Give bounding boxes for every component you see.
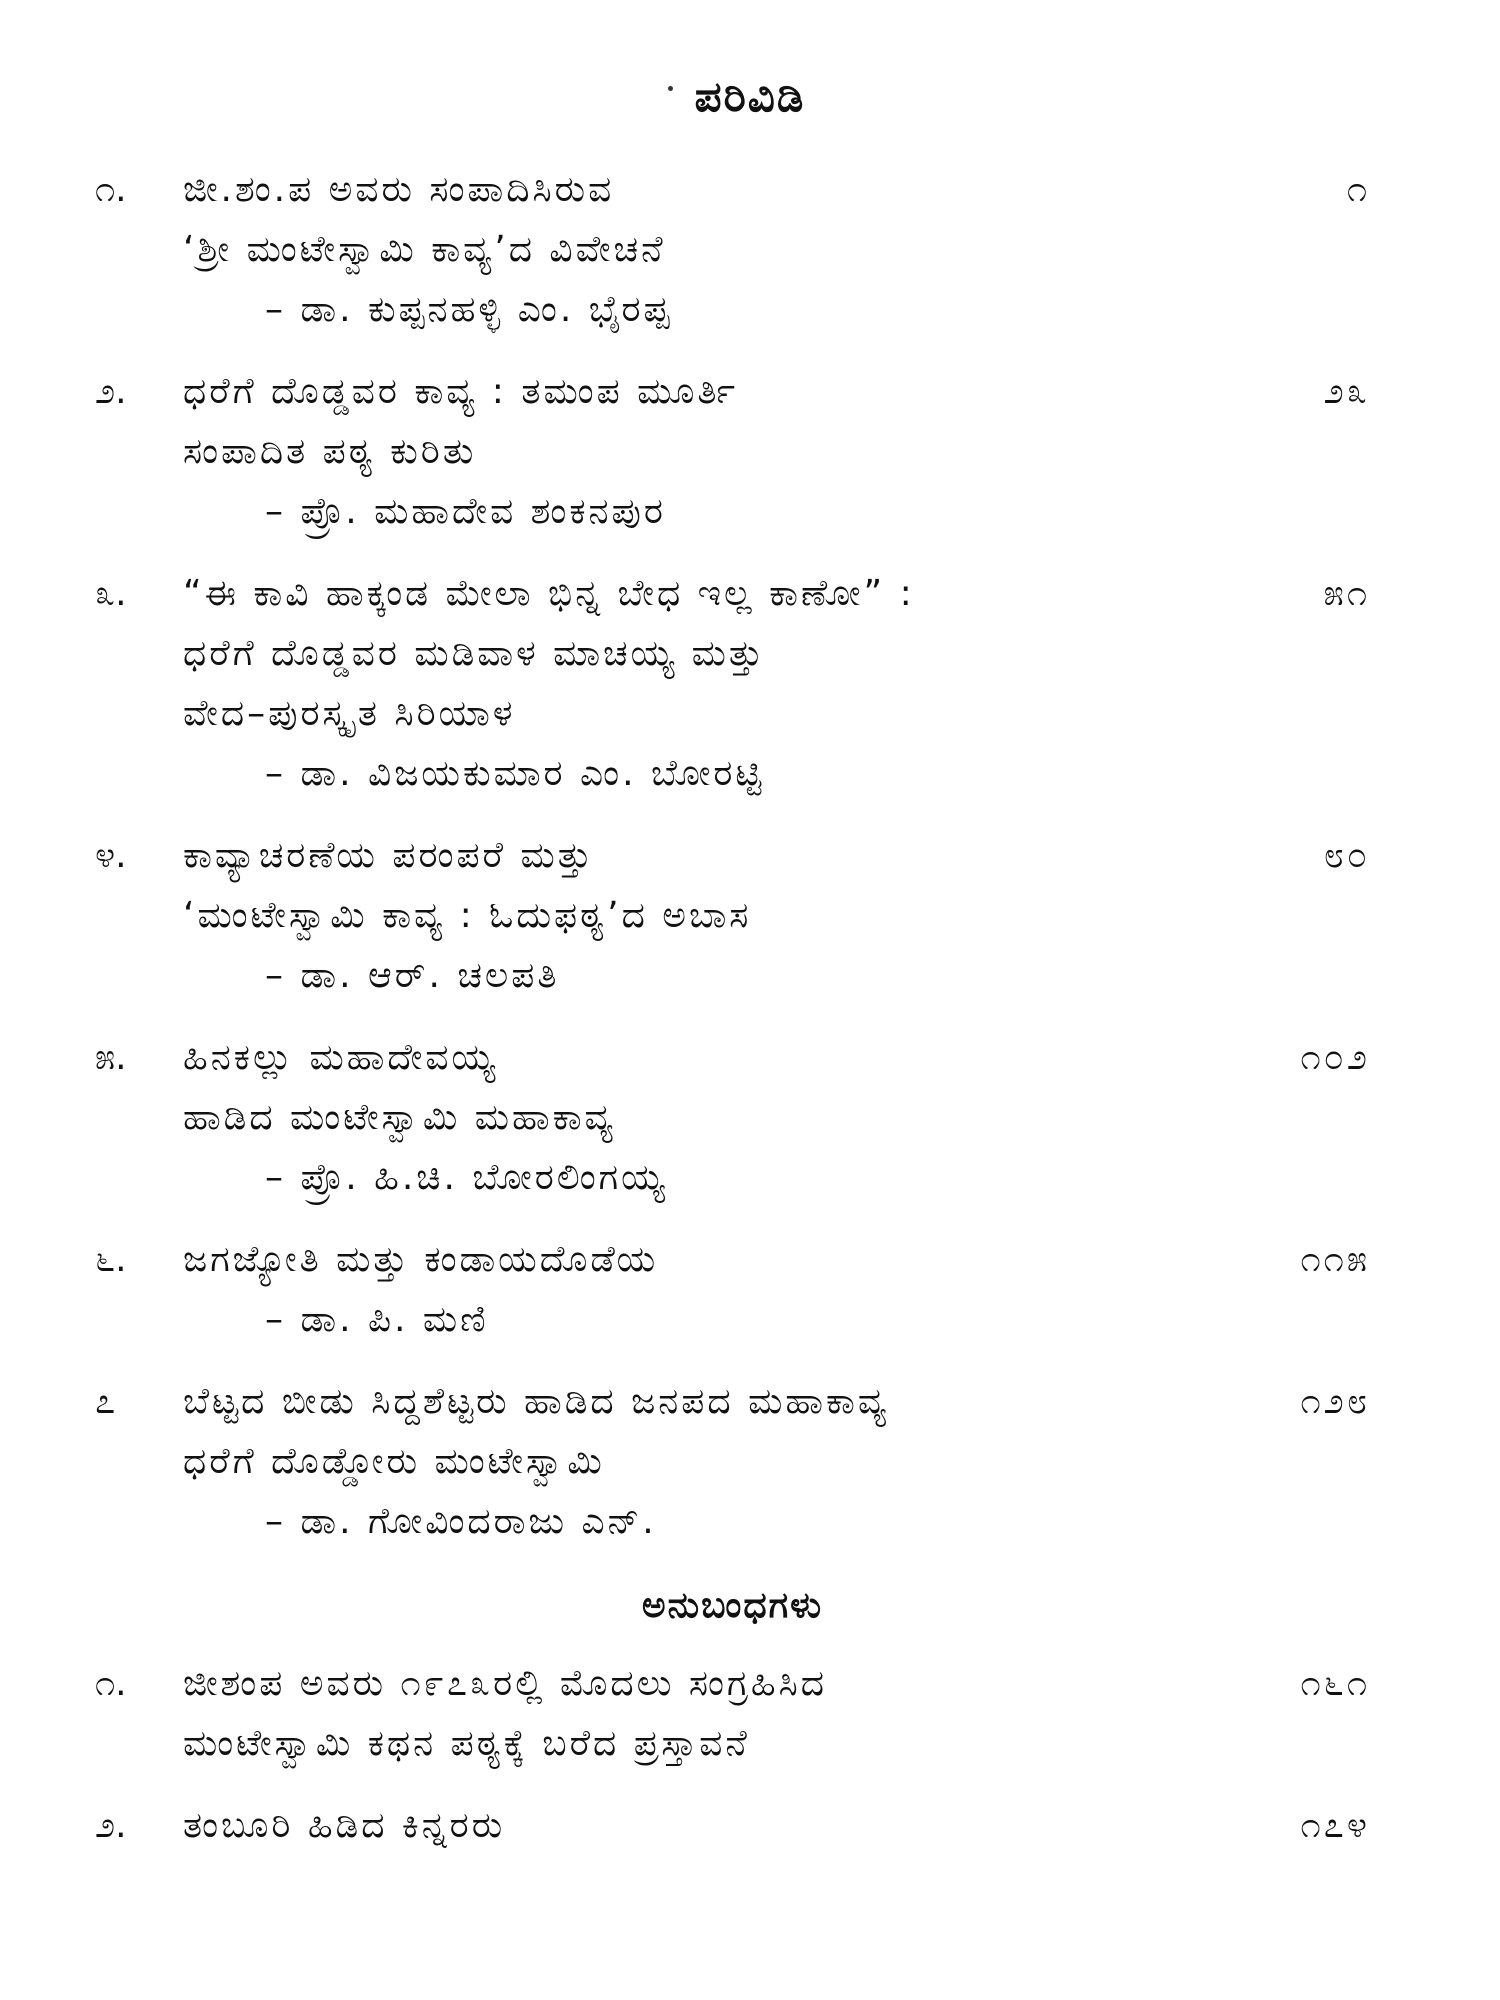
entry-number: ೧. — [95, 1663, 127, 1704]
entry-number: ೨. — [95, 371, 127, 412]
entry-number: ೪. — [95, 835, 127, 876]
appendix-entry — [95, 1654, 1370, 1774]
toc-entry — [95, 1372, 1370, 1552]
table-of-contents — [95, 160, 1370, 1878]
toc-entry — [95, 1028, 1370, 1208]
toc-entry — [95, 362, 1370, 542]
entry-page-number: ೧ — [1346, 169, 1370, 210]
entry-title-line: ವೇದ–ಪುರಸ್ಕೃತ ಸಿರಿಯಾಳ — [183, 693, 516, 734]
toc-entry — [95, 826, 1370, 1006]
entry-title-line: ಹಿನಕಲ್ಲು ಮಹಾದೇವಯ್ಯ — [183, 1037, 499, 1078]
entry-title-line: ಧರೆಗೆ ದೊಡ್ಡೋರು ಮಂಟೇಸ್ವಾಮಿ — [183, 1441, 605, 1482]
entry-title-line: ಜೀ.ಶಂ.ಪ ಅವರು ಸಂಪಾದಿಸಿರುವ — [183, 169, 615, 210]
entry-page-number: ೧೬೧ — [1300, 1663, 1370, 1704]
toc-entry — [95, 1230, 1370, 1350]
entry-title-line: ‘ಮಂಟೇಸ್ವಾಮಿ ಕಾವ್ಯ : ಓದುಫಠ್ಯ’ದ ಅಬಾಸ — [183, 895, 752, 936]
entry-page-number: ೫೧ — [1323, 573, 1370, 614]
entry-page-number: ೧೨೮ — [1300, 1381, 1370, 1422]
entry-page-number: ೧೭೪ — [1300, 1805, 1370, 1846]
entry-title-line: ಬೆಟ್ಟದ ಬೀಡು ಸಿದ್ದಶೆಟ್ಟರು ಹಾಡಿದ ಜನಪದ ಮಹಾಕಾವ್ಯ — [183, 1381, 889, 1422]
entry-title-line: ಧರೆಗೆ ದೊಡ್ಡವರ ಮಡಿವಾಳ ಮಾಚಯ್ಯ ಮತ್ತು — [183, 633, 766, 674]
entry-title-line: ಮಂಟೇಸ್ವಾಮಿ ಕಥನ ಪಠ್ಯಕ್ಕೆ ಬರೆದ ಪ್ರಸ್ತಾವನೆ — [183, 1723, 750, 1764]
entry-title-line: “ಈ ಕಾವಿ ಹಾಕ್ಕಂಡ ಮೇಲಾ ಭಿನ್ನ ಬೇಧ ಇಲ್ಲ ಕಾಣೋ” : — [183, 573, 915, 614]
entry-title-line: ಸಂಪಾದಿತ ಪಠ್ಯ ಕುರಿತು — [183, 431, 477, 472]
entry-number: ೨. — [95, 1805, 127, 1846]
entry-number: ೭ — [95, 1381, 116, 1422]
entry-number: ೬. — [95, 1239, 127, 1280]
entry-author: – ಡಾ. ಆರ್. ಚಲಪತಿ — [265, 955, 560, 996]
entry-page-number: ೮೦ — [1323, 835, 1370, 876]
toc-entry — [95, 564, 1370, 804]
entry-author: – ಡಾ. ಪಿ. ಮಣಿ — [265, 1299, 489, 1340]
appendix-entry — [95, 1796, 1370, 1856]
entry-title-line: ಕಾವ್ಯಾಚರಣೆಯ ಪರಂಪರೆ ಮತ್ತು — [183, 835, 595, 876]
entry-author: – ಪ್ರೊ. ಮಹಾದೇವ ಶಂಕನಪುರ — [265, 491, 666, 532]
entry-title-line: ಹಾಡಿದ ಮಂಟೇಸ್ವಾಮಿ ಮಹಾಕಾವ್ಯ — [183, 1097, 616, 1138]
entry-number: ೩. — [95, 573, 127, 614]
entry-title-line: ‘ಶ್ರೀ ಮಂಟೇಸ್ವಾಮಿ ಕಾವ್ಯ’ದ ವಿವೇಚನೆ — [183, 229, 666, 270]
entry-title-line: ಜೀಶಂಪ ಅವರು ೧೯೭೩ರಲ್ಲಿ ಮೊದಲು ಸಂಗ್ರಹಿಸಿದ — [183, 1663, 828, 1704]
entry-number: ೧. — [95, 169, 127, 210]
entry-author: – ಡಾ. ವಿಜಯಕುಮಾರ ಎಂ. ಬೋರಟ್ಟಿ — [265, 753, 765, 794]
entry-title-line: ಜಗಜ್ಯೋತಿ ಮತ್ತು ಕಂಡಾಯದೊಡೆಯ — [183, 1239, 659, 1280]
entry-page-number: ೧೧೫ — [1300, 1239, 1370, 1280]
appendix-heading: ಅನುಬಂಧಗಳು — [641, 1585, 824, 1626]
entry-author: – ಪ್ರೊ. ಹಿ.ಚಿ. ಬೋರಲಿಂಗಯ್ಯ — [265, 1157, 668, 1198]
entry-author: – ಡಾ. ಕುಪ್ಪನಹಳ್ಳಿ ಎಂ. ಭೈರಪ್ಪ — [265, 289, 673, 330]
entry-title-line: ಧರೆಗೆ ದೊಡ್ಡವರ ಕಾವ್ಯ : ತಮಂಪ ಮೂರ್ತಿ — [183, 371, 739, 412]
entry-title-line: ತಂಬೂರಿ ಹಿಡಿದ ಕಿನ್ನರರು — [183, 1805, 506, 1846]
entry-page-number: ೧೦೨ — [1300, 1037, 1370, 1078]
entry-page-number: ೨೩ — [1323, 371, 1370, 412]
entry-author: – ಡಾ. ಗೋವಿಂದರಾಜು ಎನ್. — [265, 1501, 657, 1542]
page-title: ಪರಿವಿಡಿ — [694, 72, 806, 121]
entry-number: ೫. — [95, 1037, 127, 1078]
toc-entry — [95, 160, 1370, 340]
